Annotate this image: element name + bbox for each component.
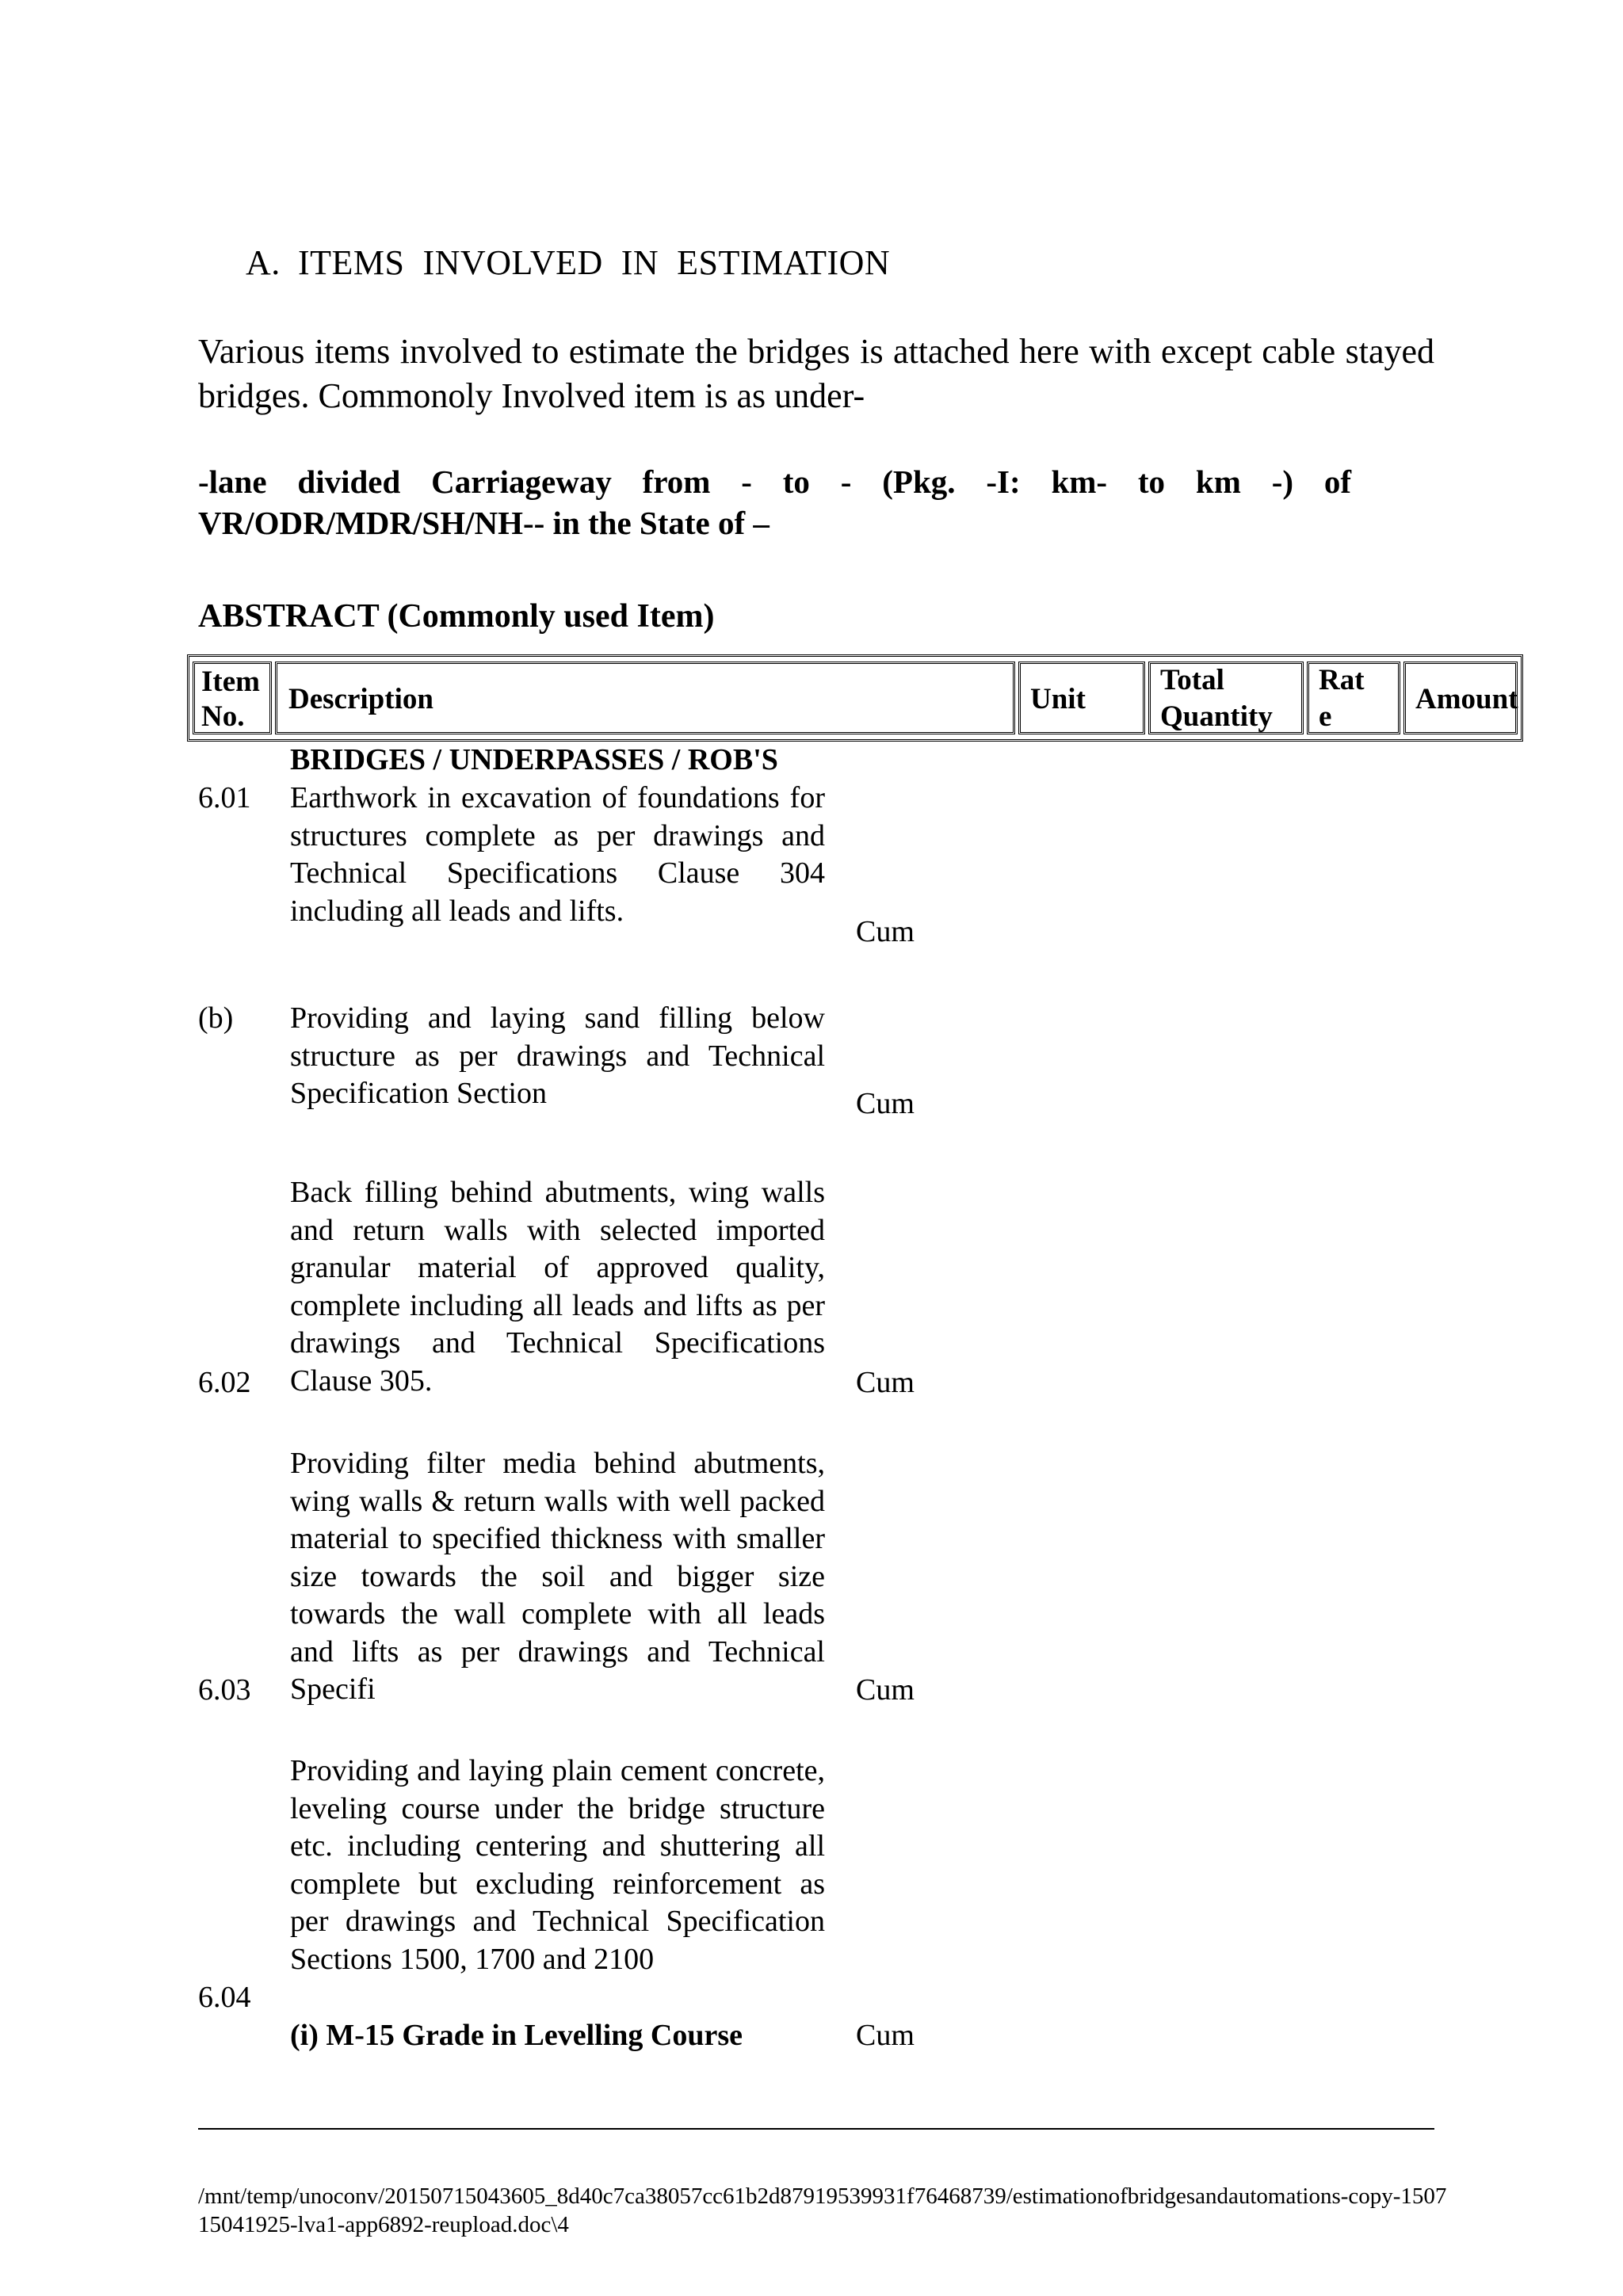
intro-paragraph: Various items involved to estimate the bridges is attached here with except cable stayed bridges. Commonoly Involved item is as under- xyxy=(198,332,1434,415)
table-row-unit: Cum xyxy=(856,1087,915,1120)
footer-file-path: /mnt/temp/unoconv/20150715043605_8d40c7ca38057cc61b2d87919539931f76468739/estimationofbridgesandautomations-copy-150715041925-lva1-app6892-reupload.doc\4 xyxy=(198,2183,1447,2237)
table-row-unit: Cum xyxy=(856,1366,915,1399)
table-row-description: Providing filter media behind abutments, wing walls & return walls with well packed material to specified thickness with smaller size towards the soil and bigger size towards the wall complete with all leads and lifts as per drawings and Technical Specifi xyxy=(290,1447,825,1706)
project-line-2: VR/ODR/MDR/SH/NH-- in the State of – xyxy=(198,505,769,541)
section-heading xyxy=(246,242,890,283)
footer-divider xyxy=(198,2128,1434,2130)
table-row-description: Earthwork in excavation of foundations for structures complete as per drawings and Technical Specifications Clause 304 including all leads and lifts. xyxy=(290,781,825,928)
table-row-item-no: 6.01 xyxy=(198,781,251,814)
table-row-unit: Cum xyxy=(856,2019,915,2052)
header-total-quantity: Total Quantity xyxy=(1148,662,1304,734)
project-line-1: -lane divided Carriageway from - to - (Pkg. -I: km- to km -) of xyxy=(198,463,1351,500)
header-unit: Unit xyxy=(1018,662,1145,734)
abstract-title: ABSTRACT (Commonly used Item) xyxy=(198,598,715,635)
section-title: ITEMS INVOLVED IN ESTIMATION xyxy=(298,243,891,282)
table-row-item-no: (b) xyxy=(198,1001,234,1035)
table-row-item-no: 6.02 xyxy=(198,1366,251,1399)
table-row-item-no: 6.03 xyxy=(198,1673,251,1707)
table-row-unit: Cum xyxy=(856,915,915,948)
section-number: A. xyxy=(246,243,281,282)
table-row-description: Providing and laying sand filling below structure as per drawings and Technical Specification Section xyxy=(290,1001,825,1110)
header-description: Description xyxy=(275,662,1015,734)
table-row-section-label: BRIDGES / UNDERPASSES / ROB'S xyxy=(290,743,778,776)
project-title xyxy=(198,461,1351,543)
table-header xyxy=(187,654,1523,742)
table-row-unit: Cum xyxy=(856,1673,915,1707)
table-row-description: Providing and laying plain cement concrete, leveling course under the bridge structure etc. including centering and shuttering all complete but excluding reinforcement as per drawings and Technical Specification Sections 1500, 1700 and 2100 xyxy=(290,1754,825,1976)
header-item-no: Item No. xyxy=(193,662,272,734)
header-rate: Rat e xyxy=(1307,662,1400,734)
table-row-subitem: (i) M-15 Grade in Levelling Course xyxy=(290,2019,743,2052)
header-amount: Amount xyxy=(1403,662,1518,734)
table-row-item-no: 6.04 xyxy=(198,1981,251,2014)
table-row-description: Back filling behind abutments, wing walls and return walls with selected imported granular material of approved quality, complete including all leads and lifts as per drawings and Technical Specifications Clause 305. xyxy=(290,1176,825,1398)
